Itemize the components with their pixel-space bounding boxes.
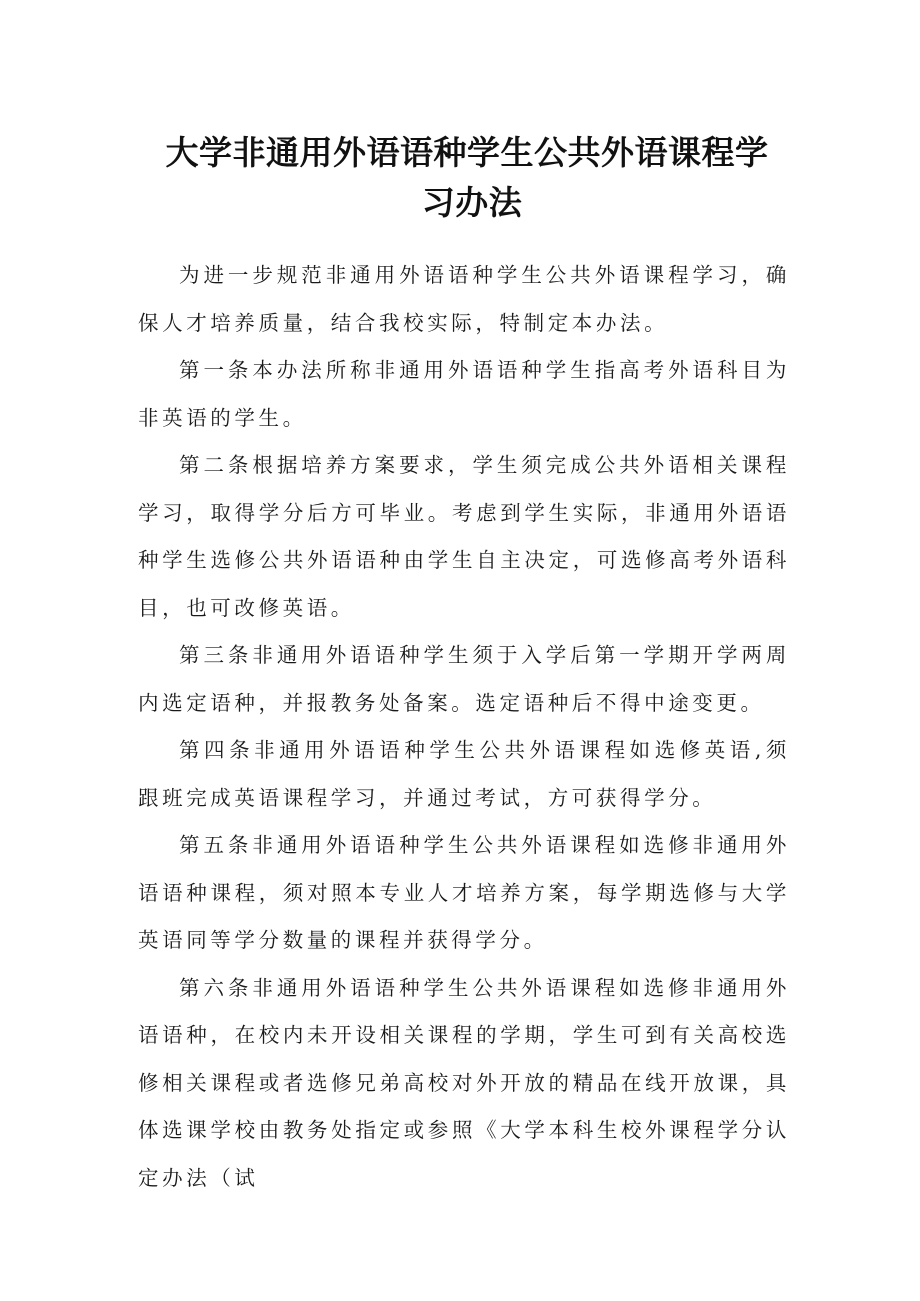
article-1-paragraph: 第一条本办法所称非通用外语语种学生指高考外语科目为非英语的学生。	[138, 358, 790, 430]
title-line-1: 大学非通用外语语种学生公共外语课程学	[165, 133, 769, 172]
title-line-2: 习办法	[421, 183, 523, 222]
document-title	[135, 128, 785, 228]
article-5-paragraph: 第五条非通用外语语种学生公共外语课程如选修非通用外语语种课程，须对照本专业人才培养方案，每学期选修与大学英语同等学分数量的课程并获得学分。	[138, 833, 790, 952]
intro-paragraph: 为进一步规范非通用外语语种学生公共外语课程学习，确保人才培养质量，结合我校实际，特制定本办法。	[138, 263, 790, 335]
article-3-paragraph: 第三条非通用外语语种学生须于入学后第一学期开学两周内选定语种，并报教务处备案。选定语种后不得中途变更。	[138, 643, 790, 715]
article-4-paragraph: 第四条非通用外语语种学生公共外语课程如选修英语,须跟班完成英语课程学习，并通过考试，方可获得学分。	[138, 738, 790, 810]
article-6-paragraph: 第六条非通用外语语种学生公共外语课程如选修非通用外语语种，在校内未开设相关课程的学期，学生可到有关高校选修相关课程或者选修兄弟高校对外开放的精品在线开放课，具体选课学校由教务处指定或参照《大学本科生校外课程学分认定办法（试	[138, 975, 790, 1190]
article-2-paragraph: 第二条根据培养方案要求，学生须完成公共外语相关课程学习，取得学分后方可毕业。考虑到学生实际，非通用外语语种学生选修公共外语语种由学生自主决定，可选修高考外语科目，也可改修英语。	[138, 453, 790, 620]
document-body	[138, 252, 790, 1202]
